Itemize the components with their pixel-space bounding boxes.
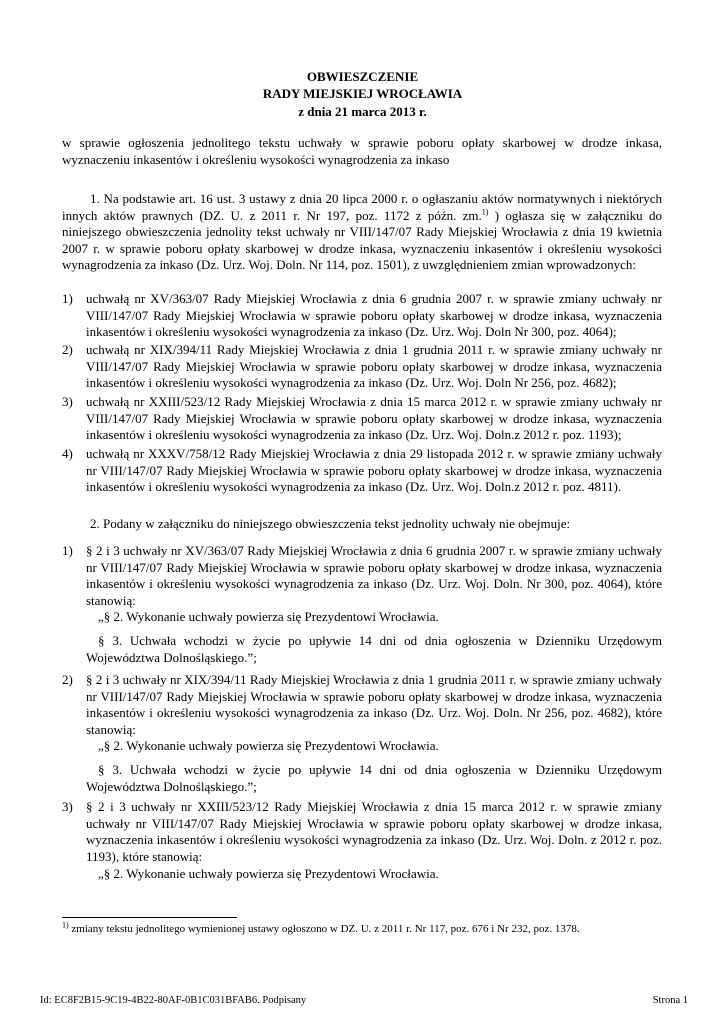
- list-item-text: § 2 i 3 uchwały nr XXIII/523/12 Rady Miejskiej Wrocławia z dnia 15 marca 2012 r. w sprawie zmiany uchwały nr VIII/147/07 Rady Miejskiej Wrocławia w sprawie poboru opłaty skarbowej w drodze inkasa, wyznaczenia inkasentów i określeniu wysokości wynagrodzenia za inkaso (Dz. Urz. Woj. Doln. z 2012 r. poz. 1193), które stanowią:: [86, 799, 662, 864]
- quote-text: § 3. Uchwała wchodzi w życie po upływie 14 dni od dnia ogłoszenia w Dzienniku Urzędowym Województwa Dolnośląskiego.”;: [86, 762, 662, 794]
- footnote: [62, 922, 662, 936]
- list-item: [62, 672, 662, 738]
- list-item-text: § 2 i 3 uchwały nr XIX/394/11 Rady Miejskiej Wrocławia z dnia 1 grudnia 2011 r. w sprawie zmiany uchwały nr VIII/147/07 Rady Miejskiej Wrocławia w sprawie poboru opłaty skarbowej w drodze inkasa, wyznaczenia inkasentów i określeniu wysokości wynagrodzenia za inkaso (Dz. Urz. Woj. Doln. Nr 256, poz. 4682), które stanowią:: [86, 672, 662, 737]
- list-item-text: § 2 i 3 uchwały nr XV/363/07 Rady Miejskiej Wrocławia z dnia 6 grudnia 2007 r. w sprawie zmiany uchwały nr VIII/147/07 Rady Miejskiej Wrocławia w sprawie poboru opłaty skarbowej w drodze inkasa, wyznaczenia inkasentów i określeniu wysokości wynagrodzenia za inkaso (Dz. Urz. Woj. Doln. Nr 300, poz. 4064), które stanowią:: [86, 543, 662, 608]
- list-item-text: uchwałą nr XV/363/07 Rady Miejskiej Wrocławia z dnia 6 grudnia 2007 r. w sprawie zmiany uchwały nr VIII/147/07 Rady Miejskiej Wrocławia w sprawie poboru opłaty skarbowej w drodze inkasa, wyznaczenia inkasentów i określeniu wysokości wynagrodzenia za inkaso (Dz. Urz. Woj. Doln Nr 300, poz. 4064);: [86, 291, 662, 339]
- section-1-intro: [62, 191, 662, 274]
- document-title: OBWIESZCZENIE: [306, 69, 419, 84]
- list-item-number: 3): [62, 394, 73, 409]
- list-item: [62, 543, 662, 609]
- list-item-number: 4): [62, 446, 73, 461]
- list-item-number: 3): [62, 799, 73, 814]
- list-item: [62, 799, 662, 865]
- list-item: [62, 291, 662, 341]
- list-item-number: 1): [62, 543, 73, 558]
- section-1-text-b: ) ogłasza się w załączniku do niniejszego obwieszczenia jednolity tekst uchwały nr VIII/147/07 Rady Miejskiej Wrocławia z dnia 19 kwietnia 2007 r. w sprawie poboru opłaty skarbowej w drodze inkasa, wyznaczeniu inkasentów i określeniu wysokości wynagrodzenia za inkaso (Dz. Urz. Woj. Doln. Nr 114, poz. 1501), z uwzględnieniem zmian wprowadzonych:: [62, 207, 662, 272]
- quote-text: „§ 2. Wykonanie uchwały powierza się Prezydentowi Wrocławia.: [98, 609, 439, 624]
- list-item-number: 2): [62, 672, 73, 687]
- list-item-text: uchwałą nr XXXV/758/12 Rady Miejskiej Wrocławia z dnia 29 listopada 2012 r. w sprawie zmiany uchwały nr VIII/147/07 Rady Miejskiej Wrocławia w sprawie poboru opłaty skarbowej w drodze inkasa, wyznaczenia inkasentów i określeniu wysokości wynagrodzenia za inkaso (Dz. Urz. Woj. Doln.z 2012 r. poz. 4811).: [86, 446, 662, 494]
- footnote-marker: 1): [62, 920, 69, 930]
- quoted-paragraph: [86, 866, 662, 883]
- footnote-divider: [62, 917, 237, 918]
- quoted-paragraph: [86, 762, 662, 795]
- document-id: Id: EC8F2B15-9C19-4B22-80AF-0B1C031BFAB6. Podpisany: [40, 995, 307, 1006]
- section-1-text: [62, 191, 662, 274]
- footnote-text: zmiany tekstu jednolitego wymienionej ustawy ogłoszono w DZ. U. z 2011 r. Nr 117, poz. 676 i Nr 232, poz. 1378.: [68, 923, 580, 935]
- issuing-body: RADY MIEJSKIEJ WROCŁAWIA: [262, 86, 463, 101]
- section-2-text: 2. Podany w załączniku do niniejszego obwieszczenia tekst jednolity uchwały nie obejmuje:: [90, 516, 571, 531]
- section-2-intro: [62, 516, 662, 533]
- list-item: [62, 342, 662, 392]
- quote-text: „§ 2. Wykonanie uchwały powierza się Prezydentowi Wrocławia.: [98, 738, 439, 753]
- footnote-ref: 1): [481, 207, 489, 217]
- quote-text: „§ 2. Wykonanie uchwały powierza się Prezydentowi Wrocławia.: [98, 866, 439, 881]
- list-item-text: uchwałą nr XIX/394/11 Rady Miejskiej Wrocławia z dnia 1 grudnia 2011 r. w sprawie zmiany uchwały nr VIII/147/07 Rady Miejskiej Wrocławia w sprawie poboru opłaty skarbowej w drodze inkasa, wyznaczenia inkasentów i określeniu wysokości wynagrodzenia za inkaso (Dz. Urz. Woj. Doln Nr 256, poz. 4682);: [86, 342, 662, 390]
- page-number: Strona 1: [652, 995, 688, 1006]
- quoted-paragraph: [86, 633, 662, 666]
- list-item-number: 1): [62, 291, 73, 306]
- quoted-paragraph: [86, 609, 662, 626]
- list-item-number: 2): [62, 342, 73, 357]
- quoted-paragraph: [86, 738, 662, 755]
- subject-text: w sprawie ogłoszenia jednolitego tekstu uchwały w sprawie poboru opłaty skarbowej w drodze inkasa, wyznaczeniu inkasentów i określeniu wysokości wynagrodzenia za inkaso: [62, 135, 662, 167]
- section-1-text-a: 1. Na podstawie art. 16 ust. 3 ustawy z dnia 20 lipca 2000 r. o ogłaszaniu aktów normatywnych i niektórych innych aktów prawnych (DZ. U. z 2011 r. Nr 197, poz. 1172 z późn. zm.: [62, 191, 662, 223]
- quote-text: § 3. Uchwała wchodzi w życie po upływie 14 dni od dnia ogłoszenia w Dzienniku Urzędowym Województwa Dolnośląskiego.”;: [86, 633, 662, 665]
- list-item: [62, 446, 662, 496]
- list-item-text: uchwałą nr XXIII/523/12 Rady Miejskiej Wrocławia z dnia 15 marca 2012 r. w sprawie zmiany uchwały nr VIII/147/07 Rady Miejskiej Wrocławia w sprawie poboru opłaty skarbowej w drodze inkasa, wyznaczenia inkasentów i określeniu wysokości wynagrodzenia za inkaso (Dz. Urz. Woj. Doln.z 2012 r. poz. 1193);: [86, 394, 662, 442]
- document-date: z dnia 21 marca 2013 r.: [298, 104, 427, 119]
- list-item: [62, 394, 662, 444]
- subject-paragraph: [62, 135, 662, 168]
